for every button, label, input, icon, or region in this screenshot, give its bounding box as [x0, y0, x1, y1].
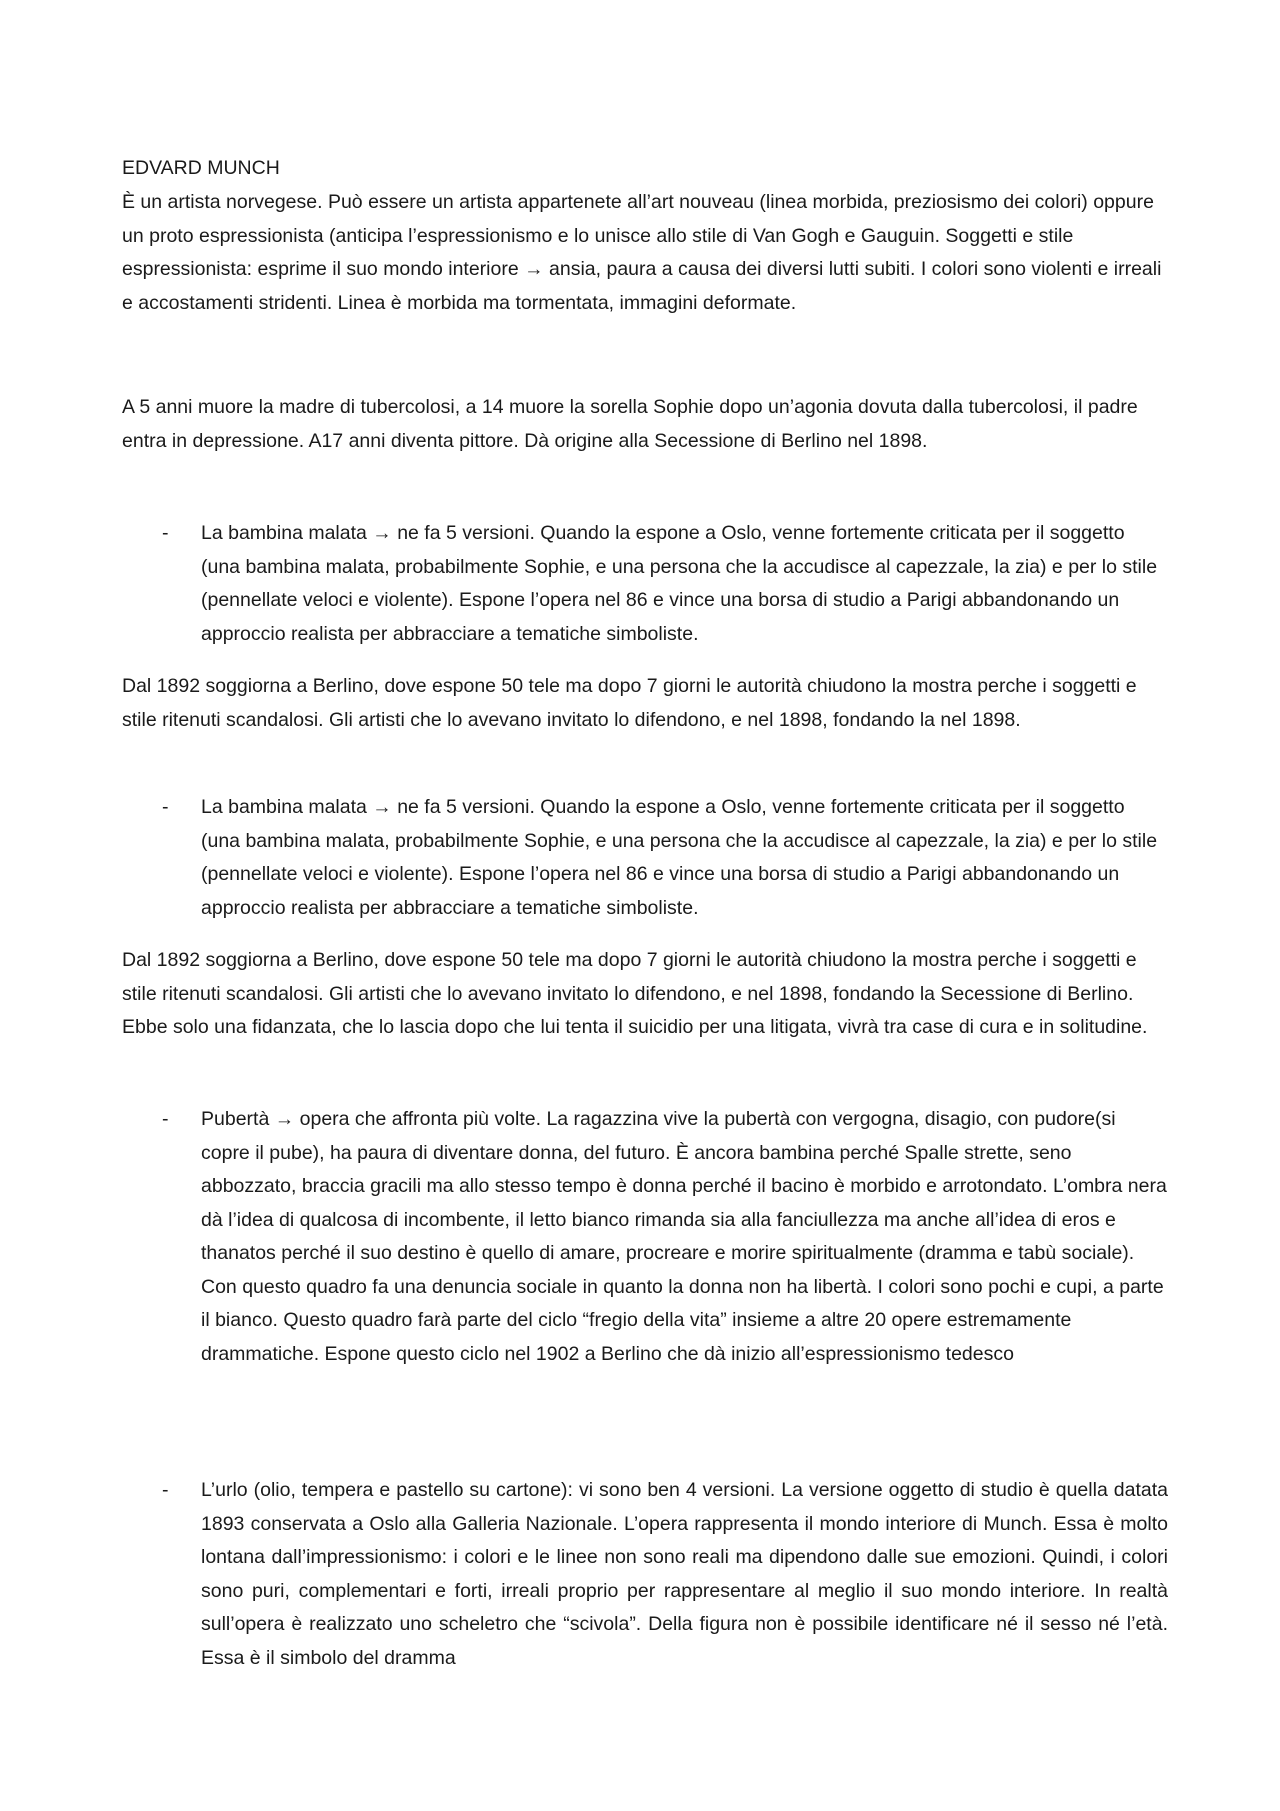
document-title: EDVARD MUNCH — [122, 157, 280, 179]
intro-paragraph — [122, 186, 1168, 320]
urlo-text: L’urlo (olio, tempera e pastello su cartone): vi sono ben 4 versioni. La versione oggetto di studio è quella datata 1893 conservata a Oslo alla Galleria Nazionale. L’opera rappresenta il mondo interiore di Munch. Essa è molto lontana dall’impressionismo: i colori e le linee non sono reali ma dipendono dalle sue emozioni. Quindi, i colori sono puri, complementari e forti, irreali proprio per rappresentare al meglio il suo mondo interiore. In realtà sull’opera è realizzato uno scheletro che “scivola”. Della figura non è possibile identificare né il sesso né l’età. Essa è il simbolo del dramma — [201, 1479, 1168, 1669]
list-item-bambina-malata-1 — [122, 517, 1168, 651]
bullet-dash: - — [162, 1108, 169, 1130]
arrow-right-icon: → — [524, 258, 544, 280]
bambina-label-2: La bambina malata — [201, 796, 373, 818]
list-item-puberta — [122, 1103, 1168, 1371]
puberta-label: Pubertà — [201, 1108, 275, 1130]
bullet-dash: - — [162, 1479, 169, 1501]
bambina-malata-text-1 — [201, 517, 1168, 651]
bambina-malata-text-2 — [201, 791, 1168, 925]
bambina-label-1: La bambina malata — [201, 522, 373, 544]
arrow-right-icon: → — [274, 1108, 295, 1130]
list-item-urlo — [122, 1474, 1168, 1675]
intro-text-part2: ansia, paura a causa dei diversi lutti subiti. I colori sono violenti e irreali e accostamenti stridenti. Linea è morbida ma tormentata, immagini deformate. — [122, 258, 1162, 314]
arrow-right-icon: → — [372, 522, 392, 544]
list-item-bambina-malata-2 — [122, 791, 1168, 925]
berlino-paragraph-2: Dal 1892 soggiorna a Berlino, dove espone 50 tele ma dopo 7 giorni le autorità chiudono la mostra perche i soggetti e stile ritenuti scandalosi. Gli artisti che lo avevano invitato lo difendono, e nel 1898, fondando la Secessione di Berlino. Ebbe solo una fidanzata, che lo lascia dopo che lui tenta il suicidio per una litigata, vivrà tra case di cura e in solitudine. — [122, 949, 1148, 1038]
puberta-text — [201, 1103, 1168, 1371]
biography-paragraph: A 5 anni muore la madre di tubercolosi, a 14 muore la sorella Sophie dopo un’agonia dovuta dalla tubercolosi, il padre entra in depressione. A17 anni diventa pittore. Dà origine alla Secessione di Berlino nel 1898. — [122, 396, 1138, 452]
bullet-dash: - — [162, 796, 169, 818]
berlino-paragraph-1: Dal 1892 soggiorna a Berlino, dove espone 50 tele ma dopo 7 giorni le autorità chiudono la mostra perche i soggetti e stile ritenuti scandalosi. Gli artisti che lo avevano invitato lo difendono, e nel 1898, fondando la nel 1898. — [122, 675, 1137, 731]
bambina-body-2: ne fa 5 versioni. Quando la espone a Oslo, venne fortemente criticata per il soggetto (una bambina malata, probabilmente Sophie, e una persona che la accudisce al capezzale, la zia) e per lo stile (pennellate veloci e violente). Espone l’opera nel 86 e vince una borsa di studio a Parigi abbandonando un approccio realista per abbracciare a tematiche simboliste. — [201, 796, 1158, 919]
intro-text-part1: È un artista norvegese. Può essere un artista appartenete all’art nouveau (linea morbida, preziosismo dei colori) oppure un proto espressionista (anticipa l’espressionismo e lo unisce allo stile di Van Gogh e Gauguin. Soggetti e stile espressionista: esprime il suo mondo interiore — [122, 191, 1154, 280]
puberta-body: opera che affronta più volte. La ragazzina vive la pubertà con vergogna, disagio, con pudore(si copre il pube), ha paura di diventare donna, del futuro. È ancora bambina perché Spalle strette, seno abbozzato, braccia gracili ma allo stesso tempo è donna perché il bacino è morbido e arrotondato. L’ombra nera dà l’idea di qualcosa di incombente, il letto bianco rimanda sia alla fanciullezza ma anche all’idea di eros e thanatos perché il suo destino è quello di amare, procreare e morire spiritualmente (dramma e tabù sociale). Con questo quadro fa una denuncia sociale in quanto la donna non ha libertà. I colori sono pochi e cupi, a parte il bianco. Questo quadro farà parte del ciclo “fregio della vita” insieme a altre 20 opere estremamente drammatiche. Espone questo ciclo nel 1902 a Berlino che dà inizio all’espressionismo tedesco — [201, 1108, 1167, 1365]
bambina-body-1: ne fa 5 versioni. Quando la espone a Oslo, venne fortemente criticata per il soggetto (una bambina malata, probabilmente Sophie, e una persona che la accudisce al capezzale, la zia) e per lo stile (pennellate veloci e violente). Espone l’opera nel 86 e vince una borsa di studio a Parigi abbandonando un approccio realista per abbracciare a tematiche simboliste. — [201, 522, 1158, 645]
bullet-dash: - — [162, 522, 169, 544]
arrow-right-icon: → — [372, 796, 392, 818]
